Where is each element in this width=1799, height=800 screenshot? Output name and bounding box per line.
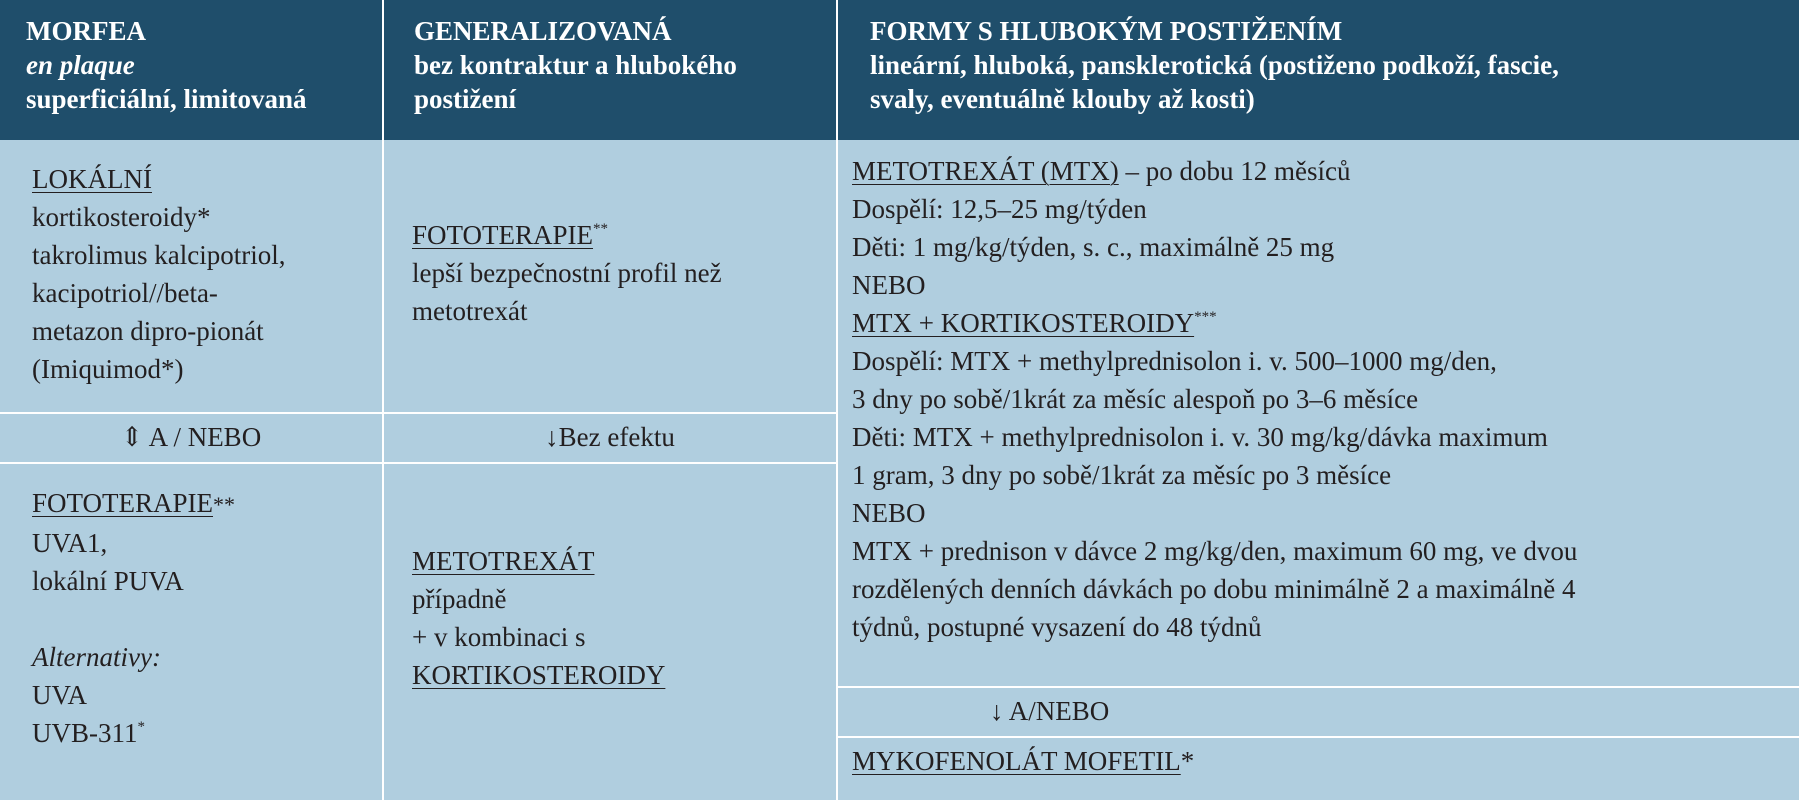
header-col1-subtitle: en plaque [26, 50, 135, 80]
header-col3-desc-1: lineární, hluboká, pansklerotická (postiženo podkoží, fascie, [870, 50, 1559, 80]
col3-main-cell [852, 152, 1577, 646]
col3-methotrexate-line: NEBO [852, 270, 926, 300]
header-col-generalized [384, 0, 836, 140]
local-therapy-line: metazon dipro-pionát [32, 316, 264, 346]
col2-methotrexate-title: METOTREXÁT [412, 546, 595, 576]
col3-methotrexate-line: Děti: 1 mg/kg/týden, s. c., maximálně 25 mg [852, 232, 1335, 262]
header-col1-title: MORFEA [26, 16, 146, 46]
col2-phototherapy-line: metotrexát [412, 296, 528, 326]
header-col-deep-forms [838, 0, 1799, 140]
local-therapy-cell [32, 160, 285, 388]
local-therapy-title: LOKÁLNÍ [32, 164, 152, 194]
alternative-uvb-marker: * [137, 719, 145, 735]
col1-phototherapy-line: UVA1, [32, 528, 108, 558]
col3-mycophenolate-cell [852, 742, 1194, 780]
col1-phototherapy-title: FOTOTERAPIE [32, 488, 214, 518]
col3-combo-title: MTX + KORTIKOSTEROIDY [852, 308, 1195, 338]
col1-phototherapy-cell [32, 484, 235, 752]
col3-mycophenolate-title: MYKOFENOLÁT MOFETIL [852, 746, 1181, 776]
header-col3-title: FORMY S HLUBOKÝM POSTIŽENÍM [870, 16, 1343, 46]
row-divider [838, 686, 1799, 688]
header-col2-desc-1: bez kontraktur a hlubokého [414, 50, 737, 80]
header-col-morfea [0, 0, 382, 140]
col3-methotrexate-duration: – po dobu 12 měsíců [1118, 156, 1351, 186]
col1-phototherapy-line: lokální PUVA [32, 566, 184, 596]
col2-phototherapy-line: lepší bezpečnostní profil než [412, 258, 722, 288]
col1-phototherapy-marker: ** [213, 492, 236, 517]
col3-combo-line: 3 dny po sobě/1krát za měsíc alespoň po 3–6 měsíce [852, 384, 1419, 414]
row-divider [838, 736, 1799, 738]
column-divider [382, 140, 384, 800]
col3-combo-marker: *** [1194, 309, 1217, 325]
col2-connector [384, 418, 836, 456]
col2-phototherapy-title: FOTOTERAPIE [412, 220, 594, 250]
row-divider [0, 462, 836, 464]
col2-connector-text: ↓Bez efektu [545, 422, 675, 452]
header-col1-desc: superficiální, limitovaná [26, 84, 307, 114]
header-col2-title: GENERALIZOVANÁ [414, 16, 672, 46]
header-col2-desc-2: postižení [414, 84, 517, 114]
col2-methotrexate-line: + v kombinaci s [412, 622, 586, 652]
col3-connector-text: ↓ A/NEBO [990, 696, 1110, 726]
col3-combo-line: NEBO [852, 498, 926, 528]
col1-connector [0, 418, 382, 456]
col2-methotrexate-cell [412, 542, 665, 694]
col3-combo-line: týdnů, postupné vysazení do 48 týdnů [852, 612, 1262, 642]
alternatives-label: Alternativy: [32, 642, 161, 672]
col3-combo-line: 1 gram, 3 dny po sobě/1krát za měsíc po 3 měsíce [852, 460, 1392, 490]
row-divider [0, 412, 836, 414]
col3-methotrexate-line: Dospělí: 12,5–25 mg/týden [852, 194, 1147, 224]
col2-methotrexate-line: případně [412, 584, 507, 614]
col3-combo-line: rozdělených denních dávkách po dobu minimálně 2 a maximálně 4 [852, 574, 1576, 604]
col3-combo-line: Dospělí: MTX + methylprednisolon i. v. 500–1000 mg/den, [852, 346, 1497, 376]
col3-mycophenolate-marker: * [1180, 746, 1195, 776]
table-header [0, 0, 1799, 140]
alternative-uva: UVA [32, 680, 88, 710]
col2-phototherapy-marker: ** [593, 221, 609, 237]
col3-combo-line: MTX + prednison v dávce 2 mg/kg/den, maximum 60 mg, ve dvou [852, 536, 1578, 566]
col3-methotrexate-title: METOTREXÁT (MTX) [852, 156, 1119, 186]
col1-connector-text: ⇕ A / NEBO [120, 422, 262, 452]
alternative-uvb: UVB-311 [32, 718, 138, 748]
col3-combo-line: Děti: MTX + methylprednisolon i. v. 30 mg/kg/dávka maximum [852, 422, 1548, 452]
local-therapy-line: takrolimus kalcipotriol, [32, 240, 286, 270]
header-col3-desc-2: svaly, eventuálně klouby až kosti) [870, 84, 1255, 114]
local-therapy-line: kortikosteroidy* [32, 202, 211, 232]
col2-corticosteroids: KORTIKOSTEROIDY [412, 660, 666, 690]
col3-connector [990, 692, 1109, 730]
local-therapy-line: kacipotriol//beta- [32, 278, 218, 308]
column-divider [836, 140, 838, 800]
local-therapy-line: (Imiquimod*) [32, 354, 184, 384]
col2-phototherapy-cell [412, 216, 722, 330]
